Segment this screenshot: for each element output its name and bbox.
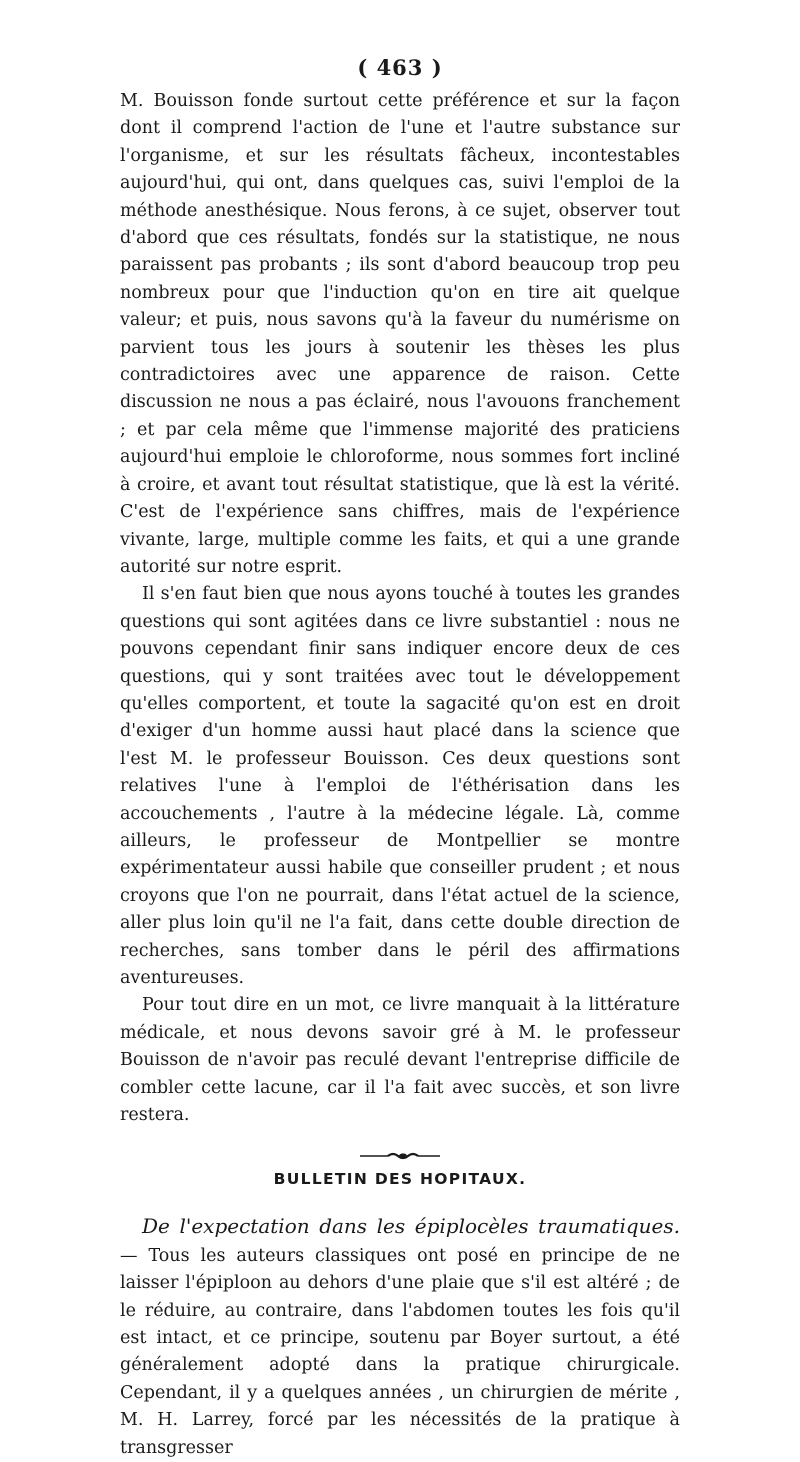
bulletin-text: Tous les auteurs classiques ont posé en principe de ne laisser l'épiploon au dehors d'une plaie que s'il est altéré ; de le réduire, au contraire, dans l'abdomen toutes les fois qu'il est intact, et ce principe, soutenu par Boyer surtout, a été généralement adopté dans la pratique chirurgicale. Cependant, il y a quelques années , un chirurgien de mérite , M. H. Larrey, forcé par les nécessités de la pratique à transgresser — [120, 1245, 680, 1458]
bulletin-paragraph — [120, 1213, 680, 1462]
divider-ornament-icon — [358, 1151, 442, 1161]
paragraph-3: Pour tout dire en un mot, ce livre manquait à la littérature médicale, et nous devons savoir gré à M. le professeur Bouisson de n'avoir pas reculé devant l'entreprise difficile de combler cette lacune, car il l'a fait avec succès, et son livre restera. — [120, 995, 680, 1126]
book-page — [120, 56, 680, 1462]
bulletin-dash: — — [120, 1245, 149, 1266]
page-number: ( 463 ) — [357, 55, 443, 80]
section-heading: BULLETIN DES HOPITAUX. — [273, 1170, 527, 1189]
bulletin-body — [120, 1213, 680, 1462]
paragraph-2: Il s'en faut bien que nous ayons touché à toutes les grandes questions qui sont agitées dans ce livre substantiel : nous ne pouvons cependant finir sans indiquer encore deux de ces questions, qui y sont traitées avec tout le développement qu'elles comportent, et toute la sagacité qu'on est en droit d'exiger d'un homme aussi haut placé dans la science que l'est M. le professeur Bouisson. Ces deux questions sont relatives l'une à l'emploi de l'éthérisation dans les accouchements , l'autre à la médecine légale. Là, comme ailleurs, le professeur de Montpellier se montre expérimentateur aussi habile que conseiller prudent ; et nous croyons que l'on ne pourrait, dans l'état actuel de la science, aller plus loin qu'il ne l'a fait, dans cette double direction de recherches, sans tomber dans le péril des affirmations aventureuses. — [120, 584, 680, 988]
bulletin-lead-title: De l'expectation dans les épiplocèles traumatiques. — [142, 1214, 680, 1239]
paragraph-1: M. Bouisson fonde surtout cette préférence et sur la façon dont il comprend l'action de l'une et l'autre substance sur l'organisme, et sur les résultats fâcheux, incontestables aujourd'hui, qui ont, dans quelques cas, suivi l'emploi de la méthode anesthésique. Nous ferons, à ce sujet, observer tout d'abord que ces résultats, fondés sur la statistique, ne nous paraissent pas probants ; ils sont d'abord beaucoup trop peu nombreux pour que l'induction qu'on en tire ait quelque valeur; et puis, nous savons qu'à la faveur du numérisme on parvient tous les jours à soutenir les thèses les plus contradictoires avec une apparence de raison. Cette discussion ne nous a pas éclairé, nous l'avouons franchement ; et par cela même que l'immense majorité des praticiens aujourd'hui emploie le chloroforme, nous sommes fort incliné à croire, et avant tout résultat statistique, que là est la vérité. C'est de l'expérience sans chiffres, mais de l'expérience vivante, large, multiple comme les faits, et qui a une grande autorité sur notre esprit. — [120, 91, 680, 577]
ornamental-divider — [120, 1151, 680, 1161]
article-body — [120, 88, 680, 1129]
